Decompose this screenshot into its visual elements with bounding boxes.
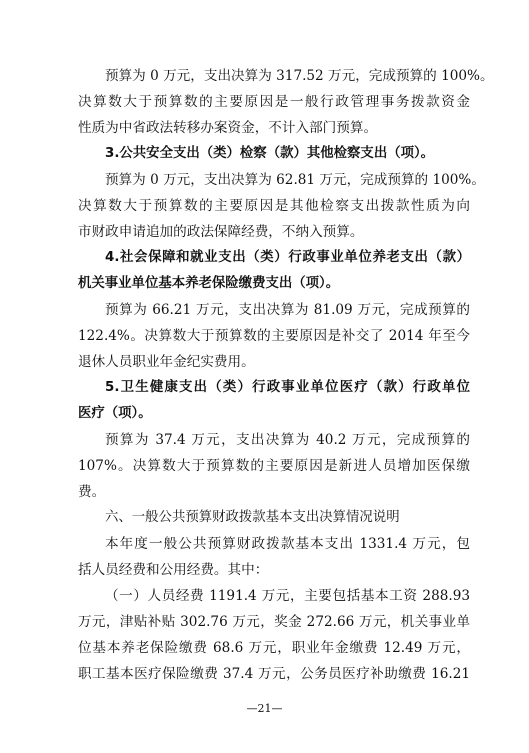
paragraph-line: 括人员经费和公用经费。其中： [78,562,269,578]
paragraph-line: 费。 [78,484,106,500]
page-number: —21— [246,702,283,715]
paragraph-line: 性质为中省政法转移办案资金，不计入部门预算。 [78,120,378,136]
section-heading: 六、一般公共预算财政拨款基本支出决算情况说明 [105,510,400,525]
paragraph-line: 预算为 66.21 万元，支出决算为 81.09 万元，完成预算的 [105,302,470,318]
section-heading: 机关事业单位基本养老保险缴费支出（项）。 [78,276,340,291]
paragraph-line: 万元，津贴补贴 302.76 万元，奖金 272.66 万元，机关事业单 [78,614,470,630]
paragraph-line: 107%。决算数大于预算数的主要原因是新进人员增加医保缴 [78,458,470,474]
paragraph-line: 预算为 0 万元，支出决算为 62.81 万元，完成预算的 100%。 [105,172,485,188]
paragraph-line: 122.4%。决算数大于预算数的主要原因是补交了 2014 年至今 [78,328,470,344]
section-heading: 5.卫生健康支出（类）行政事业单位医疗（款）行政单位 [105,380,470,395]
paragraph-line: 位基本养老保险缴费 68.6 万元，职业年金缴费 12.49 万元， [78,640,470,656]
section-heading: 3.公共安全支出（类）检察（款）其他检察支出（项）。 [105,146,435,161]
paragraph-line: 本年度一般公共预算财政拨款基本支出 1331.4 万元，包 [105,536,470,552]
paragraph-line: 退休人员职业年金纪实费用。 [78,354,255,370]
paragraph-line: 决算数大于预算数的主要原因是一般行政管理事务拨款资金 [78,94,470,110]
paragraph-line: 预算为 0 万元，支出决算为 317.52 万元，完成预算的 100%。 [105,68,494,84]
paragraph-line: 职工基本医疗保险缴费 37.4 万元，公务员医疗补助缴费 16.21 [78,666,470,682]
paragraph-line: （一）人员经费 1191.4 万元，主要包括基本工资 288.93 [105,588,470,604]
paragraph-line: 预算为 37.4 万元，支出决算为 40.2 万元，完成预算的 [105,432,470,448]
paragraph-line: 市财政申请追加的政法保障经费，不纳入预算。 [78,224,364,240]
paragraph-line: 决算数大于预算数的主要原因是其他检察支出拨款性质为向 [78,198,470,214]
section-heading: 医疗（项）。 [78,406,152,421]
section-heading: 4.社会保障和就业支出（类）行政事业单位养老支出（款） [105,250,470,265]
